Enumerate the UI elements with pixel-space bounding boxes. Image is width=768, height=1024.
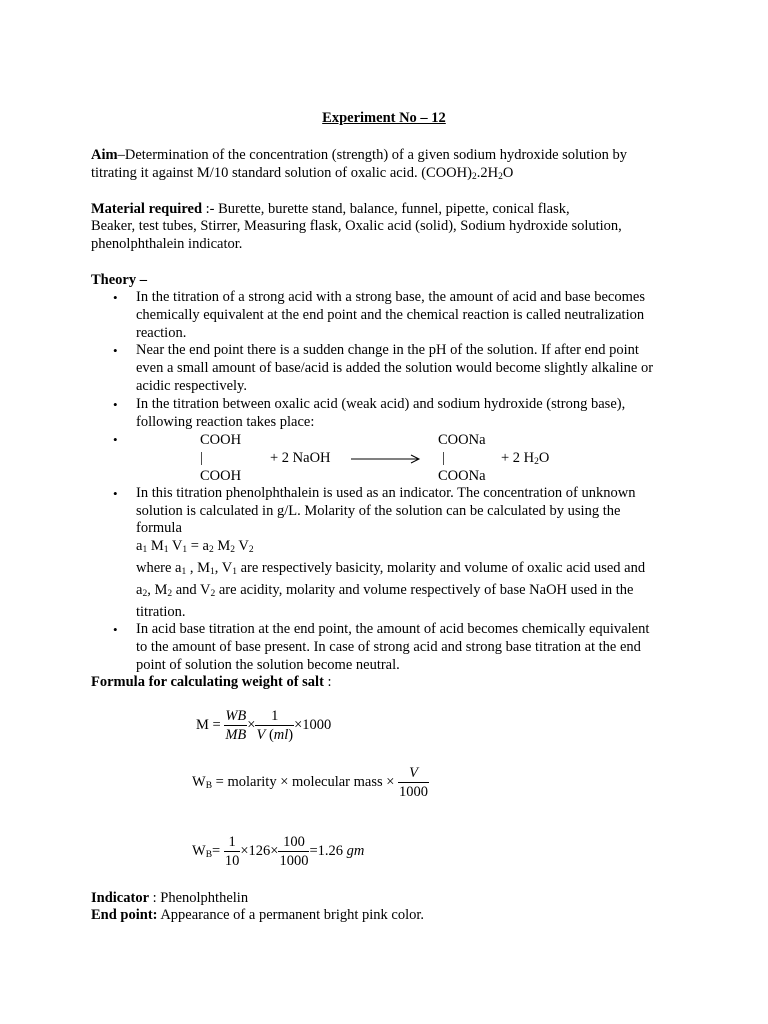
materials-text: :- Burette, burette stand, balance, funnel, pipette, conical flask,	[202, 201, 570, 217]
aim-formula-text: O	[502, 165, 514, 181]
reactant-bond: |	[200, 450, 203, 466]
fraction: $\frac{1}{V (ml)}$	[256, 708, 294, 743]
theory-text: In the titration between oxalic acid (weak acid) and sodium hydroxide (strong base),	[136, 395, 626, 412]
materials-line-2: Beaker, test tubes, Stirrer, Measuring flask, Oxalic acid (solid), Sodium hydroxide solution,	[91, 218, 622, 234]
formula-result: $W_B=$ $\frac{1}{10}$ ×126× $\frac{100}{1000}$ =1.26 gm	[192, 834, 365, 869]
bullet-icon: •	[113, 343, 118, 359]
indicator-label: Indicator	[91, 890, 149, 906]
aim-label: Aim	[91, 147, 118, 163]
indicator-value: : Phenolphthelin	[149, 890, 249, 906]
theory-bullet-2	[91, 342, 691, 395]
aim-formula-text: .2H	[476, 165, 499, 181]
fraction: $\frac{100}{1000}$	[279, 834, 309, 869]
reagent: + 2 NaOH	[270, 450, 331, 466]
theory-text: Near the end point there is a sudden change in the pH of the solution. If after end point	[136, 342, 639, 359]
where-line-3: titration.	[136, 603, 186, 620]
where-line-1: where $a_1$ , $M_1$, $V_1$ are respectively basicity, molarity and volume of oxalic acid used and	[136, 559, 646, 577]
reaction-arrow-icon	[350, 452, 422, 466]
materials-line-3: phenolphthalein indicator.	[91, 236, 243, 252]
theory-text: In the titration of a strong acid with a strong base, the amount of acid and base becomes	[136, 289, 645, 305]
bullet-icon: •	[113, 622, 118, 638]
materials-label: Material required	[91, 201, 203, 217]
endpoint-line	[91, 907, 424, 924]
theory-bullet-6	[91, 621, 691, 674]
indicator-line	[91, 890, 248, 907]
theory-bullet-3	[91, 396, 691, 432]
theory-bullet-1	[91, 289, 691, 342]
bullet-icon: •	[113, 396, 118, 412]
bullet-icon: •	[113, 485, 118, 501]
molarity-equation: $a_1$ $M_1$ $V_1 = a_2$ $M_2$ $V_2$	[136, 538, 254, 556]
product-top: COONa	[438, 432, 486, 448]
theory-label: Theory –	[91, 272, 147, 288]
theory-text: formula	[136, 520, 182, 537]
theory-text: In acid base titration at the end point, the amount of acid becomes chemically equivalent	[136, 621, 650, 638]
water-product: + 2 $H_2O$	[501, 450, 550, 467]
where-line-2: $a_2$, $M_2$ and $V_2$ are acidity, molarity and volume respectively of base NaOH used in the	[136, 581, 634, 599]
aim-line-1	[91, 147, 627, 164]
fraction: $\frac{1}{10}$	[224, 834, 240, 869]
product-bottom: COONa	[438, 468, 486, 484]
theory-text: reaction.	[136, 324, 187, 341]
endpoint-label: End point:	[91, 907, 158, 923]
endpoint-value: Appearance of a permanent bright pink color.	[157, 907, 425, 923]
theory-text: point of solution the solution become neutral.	[136, 656, 400, 673]
theory-text: to the amount of base present. In case of strong acid and strong base titration at the end	[136, 639, 641, 656]
product-bond: |	[442, 450, 445, 466]
aim-line-2	[91, 165, 513, 182]
reactant-top: COOH	[200, 432, 242, 448]
theory-text: even a small amount of base/acid is added the solution would become slightly alkaline or	[136, 360, 654, 377]
theory-text: acidic respectively.	[136, 377, 247, 394]
bullet-icon: •	[113, 432, 118, 448]
reactant-bottom: COOH	[200, 468, 242, 484]
aim-text: –Determination of the concentration (strength) of a given sodium hydroxide solution by	[117, 147, 627, 163]
formula-heading: Formula for calculating weight of salt :	[91, 674, 332, 690]
subscript: 2	[498, 172, 503, 182]
materials-line-1	[91, 201, 570, 218]
theory-text: solution is calculated in g/L. Molarity of the solution can be calculated by using the	[136, 502, 621, 519]
fraction: $\frac{WB}{MB}$	[225, 708, 247, 743]
formula-weight: $W_B$ = molarity × molecular mass × $\frac{V}{1000}$	[192, 765, 429, 800]
subscript: 2	[471, 172, 477, 182]
aim-formula-text: titrating it against M/10 standard solution of oxalic acid. (COOH)	[91, 165, 472, 181]
theory-text: In this titration phenolphthalein is used as an indicator. The concentration of unknown	[136, 484, 636, 501]
theory-bullet-5	[91, 485, 691, 622]
theory-text: following reaction takes place:	[136, 413, 315, 430]
formula-molarity: M = $\frac{WB}{MB}$ × $\frac{1}{V (ml)}$ ×1000	[196, 708, 332, 743]
fraction: $\frac{V}{1000}$	[399, 765, 429, 800]
theory-text: chemically equivalent at the end point and the chemical reaction is called neutralization	[136, 306, 645, 323]
page-title: Experiment No – 12	[322, 110, 446, 126]
bullet-icon: •	[113, 290, 118, 305]
formula-label: Formula for calculating weight of salt	[91, 674, 324, 690]
theory-list	[91, 289, 691, 675]
